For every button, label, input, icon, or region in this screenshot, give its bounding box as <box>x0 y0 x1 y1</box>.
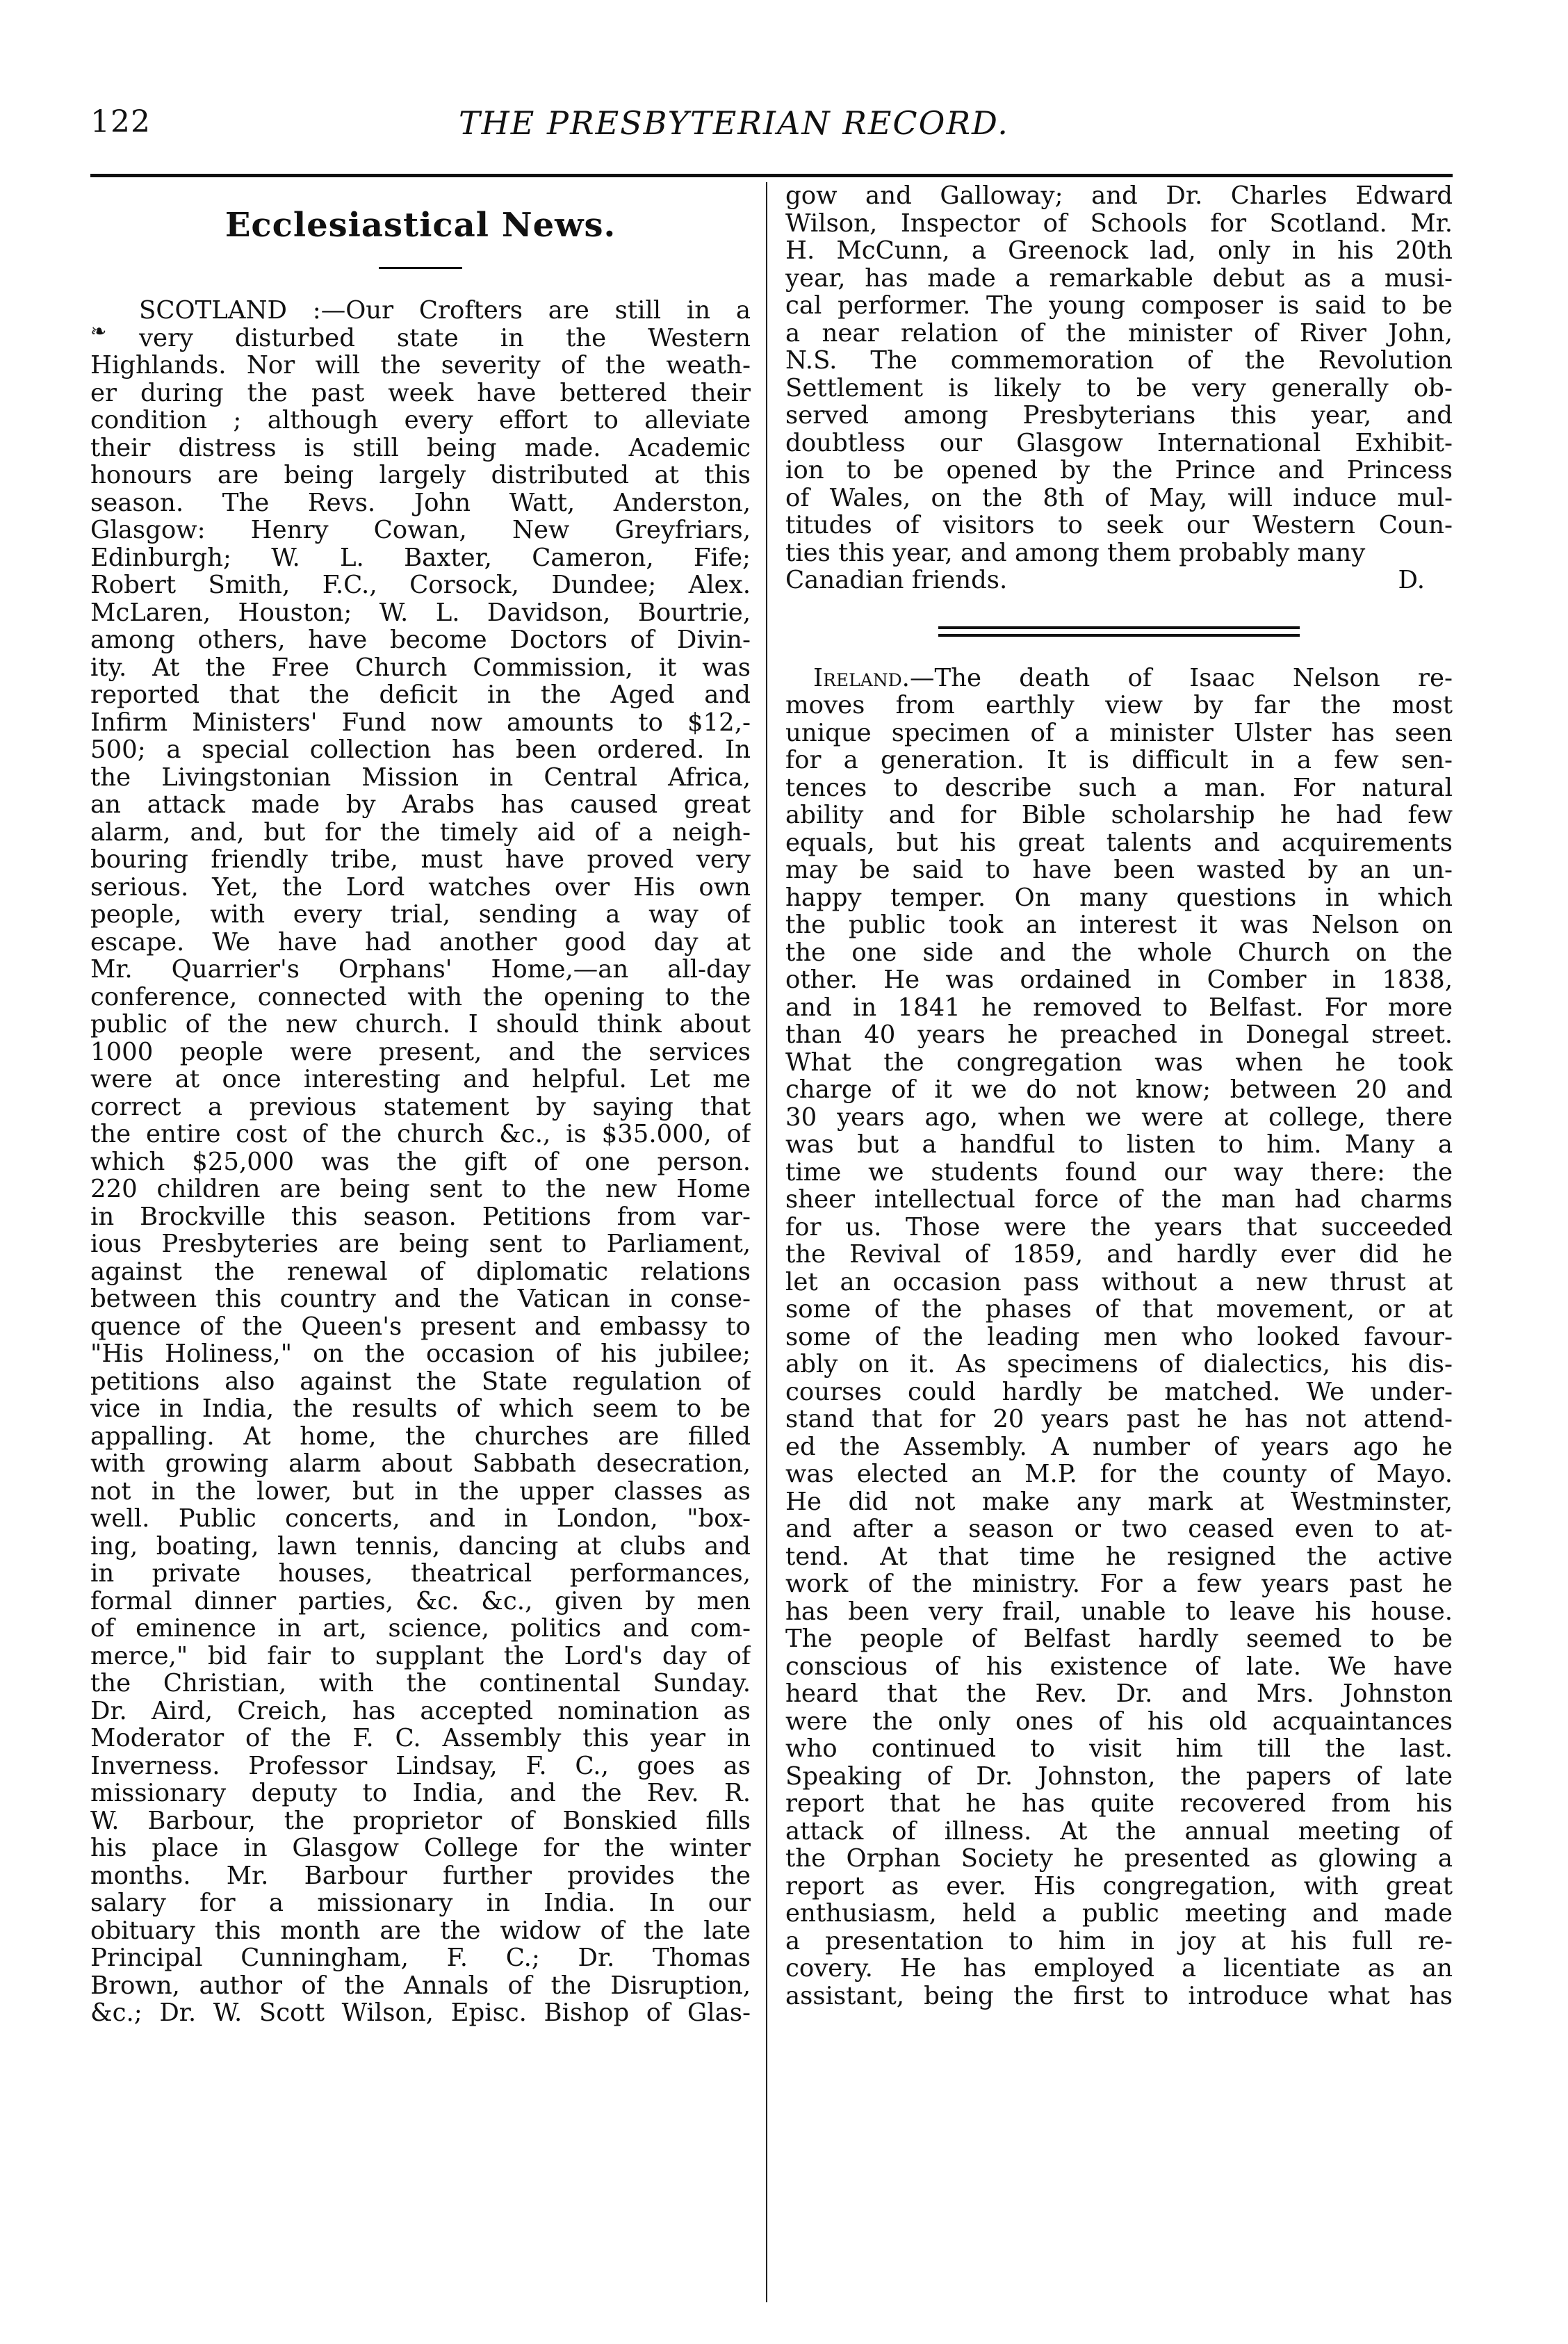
text-line: report as ever. His congregation, with great <box>785 1872 1453 1900</box>
ireland-first-line-text: —The death of Isaac Nelson re- <box>909 664 1453 692</box>
text-line: who continued to visit him till the last. <box>785 1735 1453 1763</box>
text-line: petitions also against the State regulation of <box>90 1367 751 1395</box>
text-line: 500; a special collection has been ordered. In <box>90 736 751 764</box>
text-line: were the only ones of his old acquaintances <box>785 1707 1453 1735</box>
text-line: some of the leading men who looked favour- <box>785 1323 1453 1351</box>
text-line: not in the lower, but in the upper classes as <box>90 1477 751 1505</box>
ireland-heading: Ireland. <box>813 664 910 692</box>
text-line: er during the past week have bettered their <box>90 379 751 407</box>
text-line: against the renewal of diplomatic relations <box>90 1258 751 1285</box>
text-line: the Livingstonian Mission in Central Africa, <box>90 763 751 791</box>
text-line: time we students found our way there: the <box>785 1158 1453 1186</box>
text-line: doubtless our Glasgow International Exhibit- <box>785 429 1453 457</box>
text-line: conference, connected with the opening to the <box>90 983 751 1011</box>
text-line: for a generation. It is difficult in a few sen- <box>785 747 1453 774</box>
text-line: Edinburgh; W. L. Baxter, Cameron, Fife; <box>90 544 751 571</box>
text-line: among others, have become Doctors of Divin- <box>90 626 751 654</box>
text-line: "His Holiness," on the occasion of his jubilee; <box>90 1340 751 1368</box>
text-line: ties this year, and among them probably many <box>785 539 1366 567</box>
text-line: sheer intellectual force of the man had charms <box>785 1186 1453 1214</box>
text-line: Brown, author of the Annals of the Disruption, <box>90 1971 751 1999</box>
text-line: ious Presbyteries are being sent to Parliament, <box>90 1230 751 1258</box>
text-line: formal dinner parties, &c. &c., given by men <box>90 1587 751 1615</box>
text-line: may be said to have been wasted by an un- <box>785 856 1453 884</box>
text-line: stand that for 20 years past he has not attend- <box>785 1406 1453 1433</box>
text-line: the Orphan Society he presented as glowing a <box>785 1845 1453 1873</box>
text-line: some of the phases of that movement, or at <box>785 1296 1453 1324</box>
text-line: of eminence in art, science, politics and com- <box>90 1615 751 1643</box>
text-line: of Wales, on the 8th of May, will induce mul- <box>785 484 1453 512</box>
text-line: his place in Glasgow College for the winter <box>90 1834 751 1862</box>
text-line: Glasgow: Henry Cowan, New Greyfriars, <box>90 516 751 544</box>
text-line: which $25,000 was the gift of one person. <box>90 1148 751 1175</box>
text-line: Moderator of the F. C. Assembly this year in <box>90 1725 751 1752</box>
text-line: N.S. The commemoration of the Revolution <box>785 347 1453 375</box>
right-column <box>785 182 1453 2010</box>
header-rule <box>90 174 1453 177</box>
text-line: tend. At that time he resigned the active <box>785 1543 1453 1570</box>
text-line: their distress is still being made. Academic <box>90 434 751 462</box>
page-header <box>90 104 1411 153</box>
text-line: was but a handful to listen to him. Many a <box>785 1131 1453 1159</box>
text-line: has been very frail, unable to leave his house. <box>785 1597 1453 1625</box>
text-line: W. Barbour, the proprietor of Bonskied fills <box>90 1807 751 1834</box>
text-line: was elected an M.P. for the county of Mayo. <box>785 1460 1453 1488</box>
fleuron-ornament-icon: ❧ <box>90 320 107 343</box>
text-line: let an occasion pass without a new thrust at <box>785 1268 1453 1296</box>
text-line: Robert Smith, F.C., Corsock, Dundee; Alex. <box>90 571 751 599</box>
text-line: He did not make any mark at Westminster, <box>785 1488 1453 1515</box>
text-line: Highlands. Nor will the severity of the weath- <box>90 352 751 380</box>
text-line: ability and for Bible scholarship he had few <box>785 801 1453 829</box>
text-line: the Revival of 1859, and hardly ever did he <box>785 1241 1453 1269</box>
left-column-text <box>90 297 751 2027</box>
page-number: 122 <box>90 104 151 140</box>
text-line: a presentation to him in joy at his full re- <box>785 1927 1453 1955</box>
text-line: alarm, and, but for the timely aid of a neigh- <box>90 818 751 846</box>
text-line: in private houses, theatrical performances, <box>90 1560 751 1588</box>
text-line: public of the new church. I should think about <box>90 1011 751 1039</box>
text-line: 220 children are being sent to the new Home <box>90 1175 751 1203</box>
text-line: Settlement is likely to be very generally ob- <box>785 374 1453 402</box>
text-line: happy temper. On many questions in which <box>785 884 1453 911</box>
signature: D. <box>1398 566 1425 594</box>
text-line: the public took an interest it was Nelson on <box>785 911 1453 939</box>
text-line: people, with every trial, sending a way of <box>90 901 751 929</box>
text-line: covery. He has employed a licentiate as an <box>785 1955 1453 1983</box>
text-line: an attack made by Arabs has caused great <box>90 791 751 819</box>
text-line: unique specimen of a minister Ulster has seen <box>785 719 1453 747</box>
text-line: Infirm Ministers' Fund now amounts to $12,- <box>90 708 751 736</box>
text-line: &c.; Dr. W. Scott Wilson, Episc. Bishop of Glas- <box>90 1999 751 2027</box>
ireland-text <box>785 692 1453 2010</box>
text-line: ity. At the Free Church Commission, it was <box>90 653 751 681</box>
text-line: very disturbed state in the Western <box>139 324 751 352</box>
text-line: other. He was ordained in Comber in 1838, <box>785 966 1453 994</box>
text-line: missionary deputy to India, and the Rev. R. <box>90 1780 751 1807</box>
running-title: THE PRESBYTERIAN RECORD. <box>459 104 1009 142</box>
text-line: Wilson, Inspector of Schools for Scotland. Mr. <box>785 209 1453 237</box>
text-line: season. The Revs. John Watt, Anderston, <box>90 489 751 516</box>
text-line: charge of it we do not know; between 20 and <box>785 1076 1453 1104</box>
text-line: moves from earthly view by far the most <box>785 692 1453 719</box>
text-line: work of the ministry. For a few years past he <box>785 1570 1453 1598</box>
text-line: heard that the Rev. Dr. and Mrs. Johnston <box>785 1680 1453 1708</box>
text-line: salary for a missionary in India. In our <box>90 1889 751 1917</box>
section-divider <box>938 626 1300 637</box>
text-line: months. Mr. Barbour further provides the <box>90 1862 751 1889</box>
text-line: Principal Cunningham, F. C.; Dr. Thomas <box>90 1944 751 1972</box>
scotland-continued-text <box>785 182 1453 567</box>
text-line: ing, boating, lawn tennis, dancing at clubs and <box>90 1532 751 1560</box>
text-line: the one side and the whole Church on the <box>785 938 1453 966</box>
ireland-article <box>785 665 1453 2010</box>
text-line: assistant, being the first to introduce what has <box>785 1982 1453 2010</box>
ireland-first-line <box>785 665 1453 692</box>
text-line: titudes of visitors to seek our Western Coun- <box>785 512 1453 539</box>
text-line: merce," bid fair to supplant the Lord's day of <box>90 1642 751 1670</box>
text-line: appalling. At home, the churches are filled <box>90 1422 751 1450</box>
text-line: escape. We have had another good day at <box>90 928 751 956</box>
text-line: correct a previous statement by saying that <box>90 1093 751 1121</box>
text-line: for us. Those were the years that succeeded <box>785 1213 1453 1241</box>
text-line: year, has made a remarkable debut as a musi- <box>785 264 1453 292</box>
text-line: report that he has quite recovered from his <box>785 1790 1453 1818</box>
text-line: than 40 years he preached in Donegal street. <box>785 1021 1453 1049</box>
text-line: a near relation of the minister of River John, <box>785 319 1453 347</box>
text-line: conscious of his existence of late. We have <box>785 1652 1453 1680</box>
text-line: SCOTLAND :—Our Crofters are still in a <box>139 297 751 325</box>
signature-row <box>785 567 1453 594</box>
title-rule <box>379 267 462 269</box>
text-line: tences to describe such a man. For natural <box>785 774 1453 801</box>
text-line: bouring friendly tribe, must have proved very <box>90 846 751 874</box>
text-line: attack of illness. At the annual meeting of <box>785 1817 1453 1845</box>
left-column <box>90 182 751 2027</box>
text-line: served among Presbyterians this year, and <box>785 402 1453 430</box>
text-line: H. McCunn, a Greenock lad, only in his 20th <box>785 237 1453 265</box>
text-line: between this country and the Vatican in conse- <box>90 1285 751 1313</box>
closing-line: Canadian friends. <box>785 566 1008 594</box>
text-line: ably on it. As specimens of dialectics, his dis- <box>785 1351 1453 1378</box>
text-line: serious. Yet, the Lord watches over His own <box>90 873 751 901</box>
text-line: vice in India, the results of which seem to be <box>90 1395 751 1423</box>
text-line: with growing alarm about Sabbath desecration, <box>90 1450 751 1478</box>
text-line: well. Public concerts, and in London, "box- <box>90 1505 751 1533</box>
text-line: 1000 people were present, and the services <box>90 1038 751 1066</box>
column-divider <box>766 182 767 2302</box>
text-line: Dr. Aird, Creich, has accepted nomination as <box>90 1697 751 1725</box>
text-line: Inverness. Professor Lindsay, F. C., goes as <box>90 1752 751 1780</box>
text-line: ed the Assembly. A number of years ago he <box>785 1433 1453 1460</box>
text-line: Mr. Quarrier's Orphans' Home,—an all-day <box>90 956 751 984</box>
text-line: courses could hardly be matched. We under- <box>785 1378 1453 1406</box>
text-line: ion to be opened by the Prince and Princess <box>785 457 1453 485</box>
text-line: Speaking of Dr. Johnston, the papers of late <box>785 1762 1453 1790</box>
text-line: McLaren, Houston; W. L. Davidson, Bourtrie, <box>90 599 751 626</box>
text-line: What the congregation was when he took <box>785 1048 1453 1076</box>
text-line: quence of the Queen's present and embassy to <box>90 1312 751 1340</box>
text-line: the Christian, with the continental Sunday. <box>90 1670 751 1698</box>
text-line: honours are being largely distributed at this <box>90 462 751 489</box>
text-line: enthusiasm, held a public meeting and made <box>785 1900 1453 1928</box>
text-line: reported that the deficit in the Aged and <box>90 681 751 709</box>
text-line: gow and Galloway; and Dr. Charles Edward <box>785 182 1453 210</box>
scotland-article <box>90 297 751 2027</box>
text-line: and after a season or two ceased even to at- <box>785 1515 1453 1543</box>
text-line: and in 1841 he removed to Belfast. For more <box>785 993 1453 1021</box>
text-line: The people of Belfast hardly seemed to be <box>785 1625 1453 1653</box>
text-line: the entire cost of the church &c., is $35.000, of <box>90 1121 751 1148</box>
section-title: Ecclesiastical News. <box>224 206 616 245</box>
text-line: 30 years ago, when we were at college, there <box>785 1103 1453 1131</box>
text-line: obituary this month are the widow of the late <box>90 1916 751 1944</box>
text-line: were at once interesting and helpful. Let me <box>90 1066 751 1093</box>
text-line: equals, but his great talents and acquirements <box>785 829 1453 856</box>
text-line: cal performer. The young composer is said to be <box>785 292 1453 320</box>
text-line: condition ; although every effort to alleviate <box>90 407 751 434</box>
text-line: in Brockville this season. Petitions from var- <box>90 1203 751 1230</box>
